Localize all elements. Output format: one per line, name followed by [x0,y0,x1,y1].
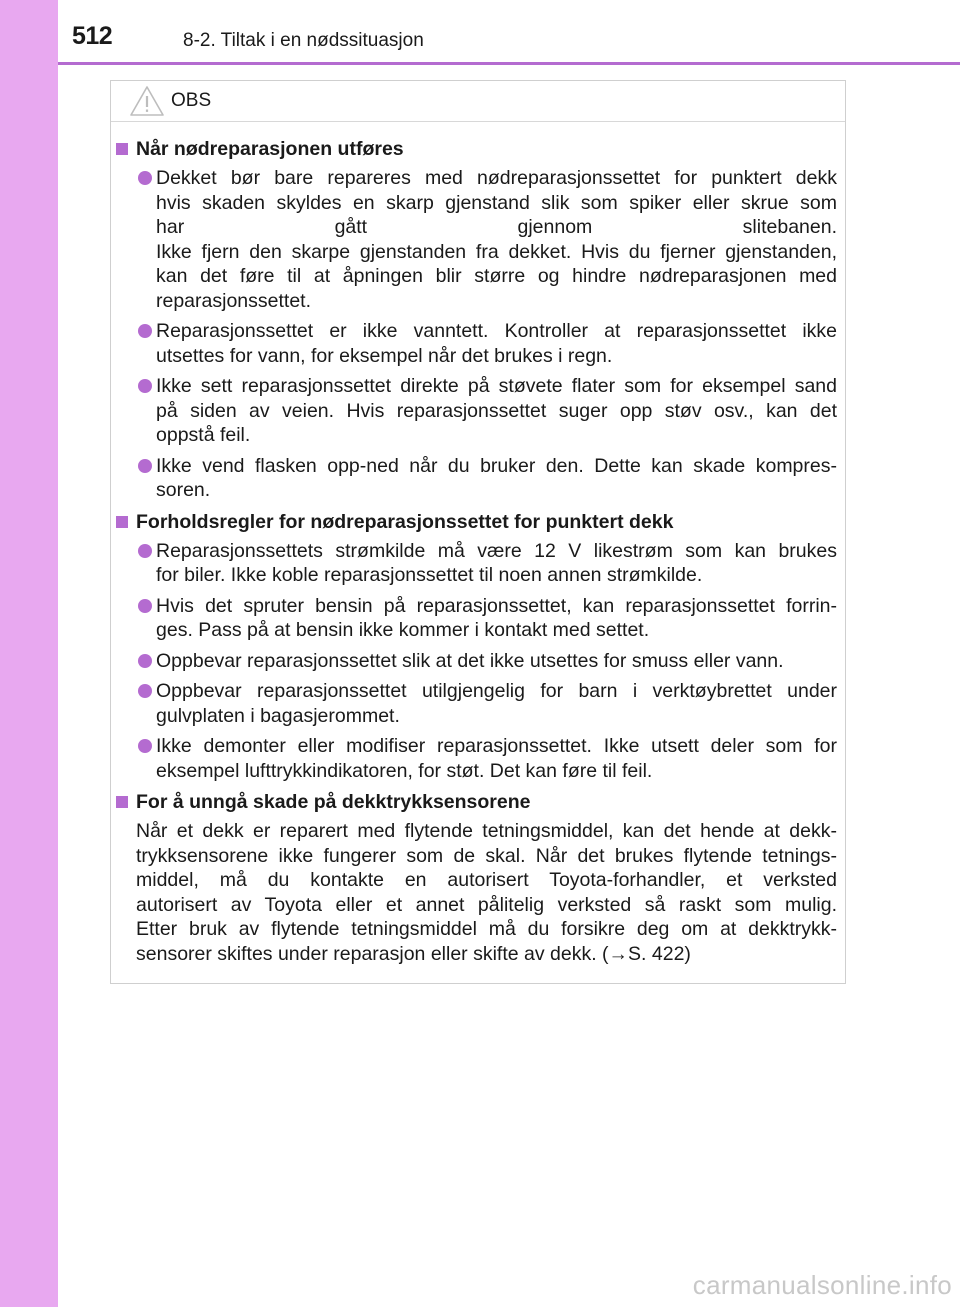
paragraph [111,819,837,966]
header-divider [58,62,960,65]
square-bullet-icon [116,143,128,155]
section-title: 8-2. Tiltak i en nødssituasjon [183,30,424,51]
text-line: reparasjonssettet. [156,289,312,312]
round-bullet-icon [138,544,152,558]
text-line: Ikke fjern den skarpe gjenstanden fra dekket. Hvis du fjerner gjenstanden, [156,240,837,263]
text-line: ges. Pass på at bensin ikke kommer i kontakt med settet. [156,619,650,641]
section-heading [111,509,837,535]
text-line: Ikke demonter eller modifiser reparasjonssettet. Ikke utsett deler som for [156,735,837,757]
section-heading-text: For å unngå skade på dekktrykksensorene [136,791,531,813]
text-line: Når et dekk er reparert med flytende tetningsmiddel, kan det hende at dekk- [136,820,837,842]
square-bullet-icon [116,796,128,808]
bullet-item [111,649,837,674]
round-bullet-icon [138,654,152,668]
section-heading [111,136,837,162]
bullet-item [111,594,837,643]
text-line: Ikke vend flasken opp-ned når du bruker den. Dette kan skade kompres- [156,454,837,477]
section-heading [111,789,837,815]
watermark: carmanualsonline.info [692,1270,952,1300]
caution-header [111,81,845,122]
text-line: kan det føre til at åpningen blir større og hindre nødreparasjonen med [156,265,837,287]
text-line: Hvis det spruter bensin på reparasjonssettet, kan reparasjonssettet forrin- [156,594,837,617]
bullet-item [111,734,837,783]
text-line: oppstå feil. [156,424,251,446]
text-line: har gått gjennom slitebanen. [156,216,837,238]
section-heading-text: Forholdsregler for nødreparasjonssettet for punktert dekk [136,510,674,533]
round-bullet-icon [138,684,152,698]
chapter-sidebar [0,0,58,1307]
text-line: Oppbevar reparasjonssettet utilgjengelig for barn i verktøybrettet under [156,680,837,702]
text-line: sensorer skiftes under reparasjon eller skifte av dekk. (→S. 422) [136,942,691,965]
caution-box [110,80,846,984]
text-line: for biler. Ikke koble reparasjonssettet til noen annen strømkilde. [156,564,703,586]
caution-label: OBS [171,90,212,111]
text-line: eksempel lufttrykkindikatoren, for støt. Det kan føre til feil. [156,759,653,782]
section-heading-text: Når nødreparasjonen utføres [136,138,404,160]
text-line: autorisert av Toyota eller et annet pålitelig verksted så raskt som mulig. [136,893,837,916]
round-bullet-icon [138,379,152,393]
text-line: på siden av veien. Hvis reparasjonssettet suger opp støv osv., kan det [156,399,837,422]
bullet-item [111,679,837,728]
round-bullet-icon [138,324,152,338]
text-line: gulvplaten i bagasjerommet. [156,704,400,727]
round-bullet-icon [138,459,152,473]
round-bullet-icon [138,599,152,613]
text-line: Reparasjonssettets strømkilde må være 12 V likestrøm som kan brukes [156,539,837,562]
caution-body [111,122,845,966]
text-line: Etter bruk av flytende tetningsmiddel må du forsikre deg om at dekktrykk- [136,918,837,940]
text-line: Oppbevar reparasjonssettet slik at det ikke utsettes for smuss eller vann. [156,649,784,672]
round-bullet-icon [138,171,152,185]
square-bullet-icon [116,516,128,528]
text-line: hvis skaden skyldes en skarp gjenstand slik som spiker eller skrue som [156,191,837,214]
warning-triangle-icon [129,85,165,117]
text-line: soren. [156,479,211,501]
round-bullet-icon [138,739,152,753]
text-line: Reparasjonssettet er ikke vanntett. Kontroller at reparasjonssettet ikke [156,320,837,342]
text-line: middel, må du kontakte en autorisert Toyota-forhandler, et verksted [136,869,837,891]
bullet-item [111,319,837,368]
page-number: 512 [72,22,113,50]
text-line: trykksensorene ikke fungerer som de skal. Når det brukes flytende tetnings- [136,844,837,867]
text-line: utsettes for vann, for eksempel når det brukes i regn. [156,344,613,367]
bullet-item [111,454,837,503]
bullet-item [111,166,837,313]
bullet-item [111,539,837,588]
text-line: Ikke sett reparasjonssettet direkte på støvete flater som for eksempel sand [156,375,837,397]
text-line: Dekket bør bare repareres med nødreparasjonssettet for punktert dekk [156,167,837,189]
bullet-item [111,374,837,448]
